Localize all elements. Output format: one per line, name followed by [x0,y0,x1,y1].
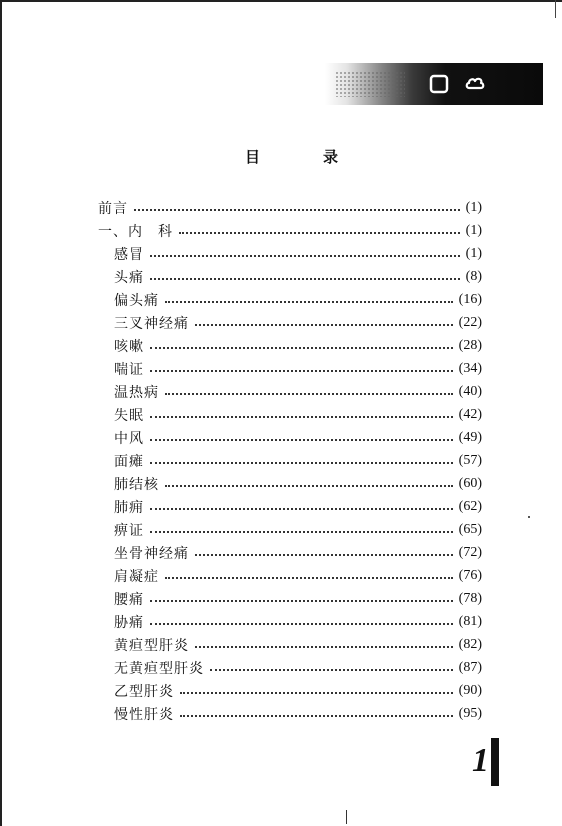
toc-leader-dots [195,646,453,648]
toc-entry[interactable] [114,449,482,472]
toc-entry[interactable] [114,679,482,702]
toc-entry-page: (1) [465,199,482,215]
toc-leader-dots [150,531,453,533]
toc-entry-label: 前言 [98,200,128,217]
toc-entry[interactable] [98,219,482,242]
toc-entry-page: (78) [458,590,482,606]
toc-entry-page: (1) [465,245,482,261]
toc-entry[interactable] [114,380,482,403]
toc-leader-dots [179,232,460,234]
toc-entry-page: (95) [458,705,482,721]
toc-entry-label: 坐骨神经痛 [114,545,189,562]
toc-entry-page: (49) [458,429,482,445]
halftone-dots [335,71,405,97]
page-border [0,0,562,2]
toc-entry[interactable] [114,633,482,656]
toc-entry-page: (90) [458,682,482,698]
toc-entry[interactable] [114,403,482,426]
toc-entry-page: (42) [458,406,482,422]
toc-entry-page: (62) [458,498,482,514]
toc-leader-dots [150,600,453,602]
toc-entry[interactable] [114,265,482,288]
toc-entry-page: (87) [458,659,482,675]
toc-leader-dots [150,462,453,464]
toc-entry-page: (8) [465,268,482,284]
toc-entry-label: 偏头痛 [114,292,159,309]
toc-leader-dots [150,439,453,441]
toc-leader-dots [195,554,453,556]
toc-entry[interactable] [98,196,482,219]
page-edge-mark [555,0,556,18]
toc-entry-label: 失眠 [114,407,144,424]
toc-entry-page: (16) [458,291,482,307]
toc-leader-dots [195,324,453,326]
toc-entry-label: 温热病 [114,384,159,401]
toc-leader-dots [150,508,453,510]
toc-leader-dots [150,416,453,418]
toc-entry[interactable] [114,656,482,679]
toc-entry[interactable] [114,610,482,633]
toc-entry[interactable] [114,541,482,564]
toc-entry[interactable] [114,495,482,518]
toc-leader-dots [134,209,460,211]
toc-leader-dots [150,623,453,625]
toc-entry-page: (28) [458,337,482,353]
toc-entry-label: 三叉神经痛 [114,315,189,332]
toc-entry-page: (34) [458,360,482,376]
toc-entry[interactable] [114,334,482,357]
toc-entry-label: 胁痛 [114,614,144,631]
toc-entry[interactable] [114,357,482,380]
toc-entry-label: 面瘫 [114,453,144,470]
toc-entry-label: 肺痈 [114,499,144,516]
toc-leader-dots [150,278,460,280]
toc-entry[interactable] [114,564,482,587]
toc-entry[interactable] [114,472,482,495]
header-decoration-glyphs [428,71,486,97]
toc-entry-page: (22) [458,314,482,330]
toc-entry-label: 感冒 [114,246,144,263]
toc-entry-label: 腰痛 [114,591,144,608]
toc-entry-label: 肺结核 [114,476,159,493]
toc-leader-dots [165,301,453,303]
toc-entry[interactable] [114,242,482,265]
toc-entry-page: (82) [458,636,482,652]
toc-leader-dots [180,715,453,717]
toc-entry[interactable] [114,311,482,334]
toc-entry-page: (72) [458,544,482,560]
toc-leader-dots [165,393,453,395]
toc-entry-label: 痹证 [114,522,144,539]
toc-entry-label: 中风 [114,430,144,447]
toc-entry[interactable] [114,426,482,449]
scan-speck [528,516,530,518]
toc-entry-label: 喘证 [114,361,144,378]
toc-entry-label: 头痛 [114,269,144,286]
square-icon [428,73,450,95]
toc-entry-page: (65) [458,521,482,537]
toc-entry[interactable] [114,288,482,311]
toc-entry-label: 无黄疸型肝炎 [114,660,204,677]
toc-leader-dots [165,577,453,579]
page-number: 1 [472,742,489,779]
toc-entry-label: 咳嗽 [114,338,144,355]
page-bottom-mark [346,810,347,824]
cloud-icon [464,73,486,95]
page-border [0,0,2,826]
toc-entry[interactable] [114,587,482,610]
page-title: 目 录 [245,148,363,166]
toc-entry-page: (1) [465,222,482,238]
toc-entry-label: 一、内 科 [98,223,173,240]
toc-entry-page: (40) [458,383,482,399]
toc-leader-dots [180,692,453,694]
toc-entry[interactable] [114,702,482,725]
toc-entry-label: 肩凝症 [114,568,159,585]
toc-entry-label: 黄疸型肝炎 [114,637,189,654]
toc-leader-dots [150,255,460,257]
toc-entry-page: (76) [458,567,482,583]
toc-entry-page: (81) [458,613,482,629]
toc-entry-label: 慢性肝炎 [114,706,174,723]
toc-leader-dots [150,370,453,372]
page-number-bar [491,738,499,786]
toc-leader-dots [210,669,453,671]
toc-entry[interactable] [114,518,482,541]
toc-leader-dots [150,347,453,349]
toc-entry-page: (60) [458,475,482,491]
toc-entry-label: 乙型肝炎 [114,683,174,700]
toc-entry-page: (57) [458,452,482,468]
toc-leader-dots [165,485,453,487]
